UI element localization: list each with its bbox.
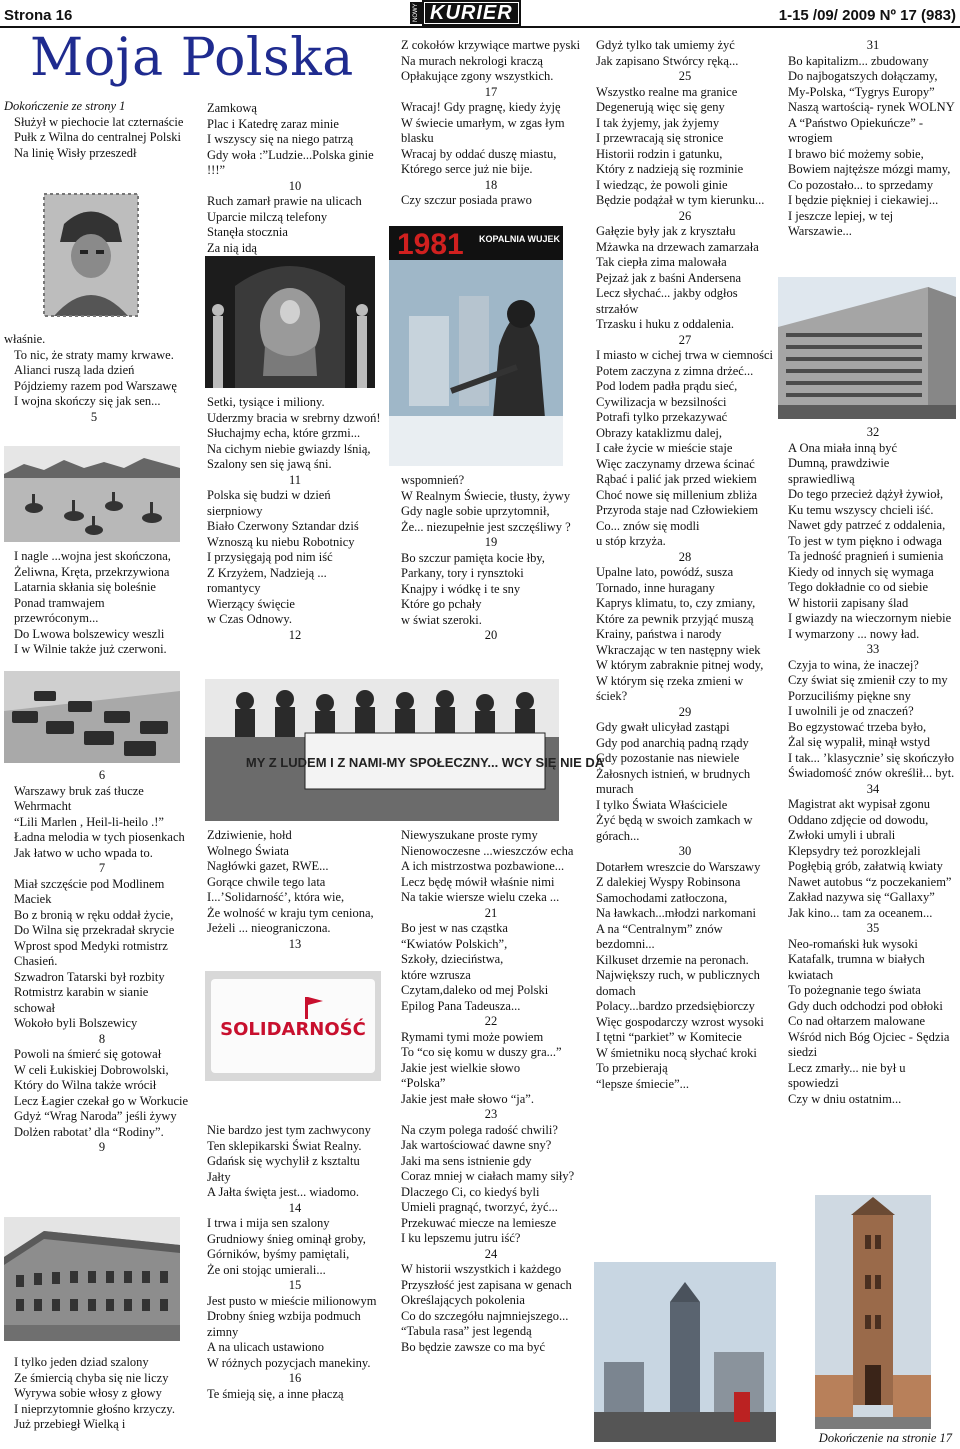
poem-line: I uwolnili je od znaczeń? — [788, 704, 914, 718]
poem-line: Co nad ołtarzem malowane — [788, 1014, 926, 1028]
poem-line: Jakie jest małe słowo “ja”. — [401, 1091, 534, 1106]
poem-line: Plac i Katedrę zaraz minie — [207, 116, 339, 131]
poem-line: Pułk z Wilna do centralnej Polski — [14, 130, 181, 144]
continuation-note: Dokończenie na stronie 17 — [818, 1431, 952, 1445]
poem-line: Wkraczając w ten następny wiek — [596, 642, 761, 657]
poem-line: Oddano zdjęcie od dowodu, — [788, 812, 929, 827]
poem-line: Do najbogatszych dołączamy, — [788, 69, 938, 83]
poem-line: Dolżen rabotat’ dla “Rodiny”. — [14, 1124, 164, 1139]
poem-line: Dumną, prawdziwie sprawiedliwą — [788, 456, 893, 486]
poem-line: I przewracają się stronice — [596, 131, 724, 145]
stanza-number: 6 — [98, 768, 106, 782]
page-number: Strona 16 — [4, 7, 73, 24]
stanza-number: 29 — [678, 704, 692, 719]
poem-line: Wokoło byli Bolszewicy — [14, 1016, 138, 1030]
poem-line: Polska się budzi w dzień sierpniowy — [207, 488, 334, 518]
poem-line: wspomnień? — [401, 473, 465, 487]
poem-line: I w Wilnie także już czerwoni. — [14, 642, 167, 656]
poem-line: Alianci ruszą lada dzień — [14, 363, 135, 377]
column-1-block-c — [14, 549, 190, 658]
poem-line: Na cichym niebie gwiazdy lśnią, — [207, 441, 371, 456]
poem-line: Uderzmy bracia w srebrny dzwoń! — [207, 410, 381, 425]
stanza-number: 8 — [98, 1031, 106, 1046]
poem-line: Knajpy i wódkę i te sny — [401, 581, 521, 596]
stanza-number: 34 — [866, 781, 880, 796]
poem-line: Ten sklepikarski Świat Realny. — [207, 1138, 362, 1153]
poem-line: Drobny śnieg wzbija podmuch zimny — [207, 1309, 364, 1339]
poem-line: Że oni stojąc umierali... — [207, 1262, 326, 1277]
poem-line: Pod lodem padła prądu sieć, — [596, 379, 738, 393]
masthead-logo — [410, 2, 552, 24]
ostra-brama-icon-photo — [205, 256, 375, 388]
column-3-block-a — [401, 38, 581, 209]
poem-line: Do Wilna się przekradał skrycie — [14, 923, 175, 937]
poem-line: “Polska” — [401, 1076, 446, 1090]
poem-line: Wyrywa sobie włosy z głowy — [14, 1386, 162, 1400]
poem-line: Bo z bronią w ręku oddał życie, — [14, 907, 174, 922]
poem-line: I nieprzytomnie głośno krzyczy. — [14, 1401, 175, 1416]
poem-line: I miasto w cichej trwa w ciemności — [596, 348, 774, 362]
poem-line: I całe życie w mieście staje — [596, 441, 733, 455]
poem-line: Świadomość znów określił... byt. — [788, 766, 955, 780]
poem-line: Pójdziemy razem pod Warszawę — [14, 378, 177, 393]
poem-line: I nagle ...wojna jest skończona, — [14, 549, 171, 563]
stanza-number: 9 — [98, 1140, 106, 1154]
stanza-number: 24 — [484, 1246, 498, 1261]
poem-line: I przysięgają pod nim iść — [207, 550, 333, 564]
poem-line: Setki, tysiące i miliony. — [207, 395, 325, 409]
poem-line: Naszą wartością- rynek WOLNY — [788, 100, 955, 114]
column-1-block-d — [14, 768, 190, 1156]
stanza-number: 11 — [288, 472, 302, 487]
poem-line: Gdańsk się wychylił z ksztaltu Jałty — [207, 1154, 363, 1184]
poem-line: Słuchajmy echa, które grzmi... — [207, 426, 361, 440]
poem-line: Mżawka na drzewach zamarzała — [596, 239, 759, 254]
poem-line: I ku lepszemu jutru iść? — [401, 1231, 521, 1245]
stanza-number: 10 — [288, 178, 302, 193]
poem-line: Niewyszukane proste rymy — [401, 828, 538, 842]
poem-line: Na czym polega radość chwili? — [401, 1122, 558, 1137]
poem-line: I będzie piękniej i ciekawiej... — [788, 193, 939, 207]
poem-line: Dlaczego Ci, co kiedyś byli — [401, 1184, 540, 1199]
poem-line: I tak... ’klasycznie’ się skończyło — [788, 750, 955, 765]
poem-line: W różnych pozycjach manekiny. — [207, 1355, 371, 1370]
poem-line: Bo jest w nas cząstka — [401, 921, 508, 935]
poem-line: Zamkową — [207, 101, 257, 115]
poem-line: “Kwiatów Polskich”, — [401, 936, 508, 951]
poem-line: Gdyż tylko tak umiemy żyć — [596, 38, 735, 52]
poem-line: Czy świat się zmienił czy to my — [788, 673, 948, 687]
old-building-photo — [4, 1217, 180, 1341]
stanza-number: 15 — [288, 1278, 302, 1292]
poem-line: Polacy...bardzo przedsiębiorczy — [596, 999, 755, 1013]
poem-line: Gdy woła :”Ludzie...Polska ginie !!!” — [207, 147, 377, 177]
poem-line: Nienowoczesne ...wieszczów echa — [401, 843, 574, 858]
soldier-portrait-photo — [44, 194, 138, 316]
poem-line: Jaki ma sens istnienie gdy — [401, 1153, 532, 1168]
poem-line: Potem zaczyna z zimna drżeć... — [596, 363, 754, 378]
poem-line: Zdziwienie, hołd — [207, 828, 292, 842]
poem-line: Nagłówki gazet, RWE... — [207, 859, 329, 873]
masthead-small-label: NOWY — [410, 2, 422, 24]
poem-line: Wracaj! Gdy pragnę, kiedy żyję — [401, 100, 561, 114]
poem-line: Warszawy bruk zaś tłucze Wehrmacht — [14, 783, 147, 813]
masthead-title: KURIER — [422, 0, 521, 26]
poem-line: Biało Czerwony Sztandar dziś — [207, 519, 359, 533]
poem-line: Którego serce już nie bije. — [401, 162, 533, 176]
poem-line: I wojna skończy się jak sen... — [14, 394, 161, 408]
poem-line: I wiedząc, że powoli ginie — [596, 177, 728, 192]
solidarnosc-logo-photo — [205, 971, 381, 1081]
column-1-block-b — [4, 332, 184, 425]
poem-line: Żeliwna, Kręta, przekrzywiona — [14, 564, 170, 579]
poem-line: I tylko Świata Właściciele — [596, 797, 728, 812]
poem-line: Szkoły, dzieciństwa, — [401, 952, 504, 966]
shipyard-strike-photo — [205, 679, 605, 821]
poem-line: To jest w tym piękno i odwaga — [788, 533, 942, 548]
poem-line: A na ulicach ustawiono — [207, 1340, 324, 1354]
poem-line: Które za pewnik przyjąć muszą — [596, 611, 754, 626]
poem-line: Choć nowe się millenium zbliża — [596, 487, 758, 502]
poem-line: Przyszłość jest zapisana w genach — [401, 1277, 572, 1292]
poem-line: Jeżeli ... nieograniczona. — [207, 921, 331, 935]
poem-line: I tak żyjemy, jak żyjemy — [596, 115, 720, 130]
poem-line: Wprost spod Medyki rotmistrz Chasień. — [14, 938, 171, 968]
poem-line: “Lili Marlen , Heil-li-heilo .!” — [14, 814, 164, 829]
poem-line: Na takie wiersze wielu czeka ... — [401, 890, 560, 904]
poem-line: I brawo bić możemy sobie, — [788, 146, 924, 161]
cavalry-charge-photo — [4, 446, 180, 542]
poem-line: Z cokołów krzywiące martwe pyski — [401, 38, 581, 52]
stanza-number: 20 — [484, 628, 498, 642]
poster-year-text: 1981 — [397, 228, 464, 261]
poem-line: Co... znów się modli — [596, 518, 700, 533]
poem-line: Szwadron Tatarski był rozbity — [14, 969, 165, 984]
poem-line: Rotmistrz karabin w sianie schował — [14, 985, 152, 1015]
poem-line: Ładna melodia w tych piosenkach — [14, 830, 185, 844]
poem-line: Do tego przecież dążył żywioł, — [788, 487, 944, 501]
stanza-number: 14 — [288, 1200, 302, 1215]
poem-line: Będzie podążał w tym kierunku... — [596, 193, 765, 207]
poem-line: Pejzaż jak z baśni Andersena — [596, 270, 742, 285]
poem-line: u stóp krzyża. — [596, 534, 666, 548]
stanza-number: 16 — [288, 1371, 302, 1385]
poem-line: Czyja to wina, że inaczej? — [788, 657, 919, 672]
poem-line: Na ławkach...młodzi narkomani — [596, 906, 757, 920]
poem-line: I jeszcze lepiej, w tej Warszawie... — [788, 208, 897, 238]
poem-line: Cywilizacja w bezsilności — [596, 394, 727, 409]
poem-line: Lecz Łagier czekał go w Workucie — [14, 1093, 189, 1108]
poem-line: Lecz będę mówił właśnie nimi — [401, 874, 555, 889]
kopalnia-wujek-poster-photo — [389, 226, 563, 466]
poem-line: Krainy, państwa i narody — [596, 627, 722, 641]
column-1-block-a — [4, 99, 184, 161]
poem-line: Gałęzie były jak z kryształu — [596, 224, 736, 238]
poem-line: Bowiem najtęższe mózgi mamy, — [788, 162, 951, 176]
poem-line: Wśród nich Bóg Ojciec - Sędzia siedzi — [788, 1029, 953, 1059]
poem-line: Te śmieją się, a inne płaczą — [207, 1386, 344, 1401]
church-tower-photo — [815, 1195, 931, 1429]
poster-title-text: KOPALNIA WUJEK — [479, 234, 560, 244]
poem-line: Przyroda staje nad Człowiekiem — [596, 503, 759, 517]
stanza-number: 17 — [484, 84, 498, 99]
poem-line: Czy w dniu ostatnim... — [788, 1091, 902, 1106]
poem-line: Z dalekiej Wyspy Robinsona — [596, 875, 741, 889]
page-title: Moja Polska — [30, 28, 354, 88]
poem-line: Miał szczęście pod Modlinem Maciek — [14, 876, 168, 906]
poem-line: Szalony sen się jawą śni. — [207, 457, 332, 471]
poem-line: Rymami tymi może powiem — [401, 1029, 544, 1044]
poem-line: Bo kapitalizm... zbudowany — [788, 53, 929, 68]
poem-line: Na linię Wisły przeszedł — [14, 145, 137, 160]
poem-line: Tego dokładnie co od siebie — [788, 580, 929, 594]
stanza-number: 33 — [866, 642, 880, 656]
stanza-number: 13 — [288, 936, 302, 951]
poem-line: To przebierają — [596, 1061, 668, 1075]
stanza-number: 23 — [484, 1107, 498, 1121]
poem-line: Gdy pozostanie nas niewiele — [596, 751, 740, 765]
poem-line: Wolnego Świata — [207, 843, 289, 858]
poem-line: właśnie. — [4, 332, 46, 346]
continued-from-note: Dokończenie ze strony 1 — [4, 99, 126, 113]
poem-line: Żyć będą w swoich zamkach w górach... — [596, 813, 756, 843]
column-2-block-a — [207, 101, 383, 256]
solidarnosc-text: SOLIDARNOŚĆ — [220, 1019, 366, 1040]
stanza-number: 28 — [678, 549, 692, 564]
office-building-photo — [778, 277, 956, 419]
poem-line: Co pozostało... to sprzedamy — [788, 177, 934, 192]
column-2-block-c — [207, 828, 383, 952]
poem-line: Gdy gwałt ulicyład zastąpi — [596, 720, 730, 734]
poem-line: Rąbać i palić jak przed wiekiem — [596, 472, 757, 486]
poem-line: My-Polska, “Tygrys Europy” — [788, 84, 935, 99]
poem-line: Magistrat akt wypisał zgonu — [788, 797, 930, 811]
poem-line: To “co się komu w duszy gra...” — [401, 1045, 562, 1059]
poem-line: Czy szczur posiada prawo — [401, 193, 532, 207]
poem-line: Na murach nekrologi kraczą — [401, 53, 543, 68]
poem-line: Żal się wypalił, minął wstyd — [788, 735, 930, 749]
poem-line: Gdy pod anarchią padną rządy — [596, 735, 749, 750]
poem-line: Historii rodzin i gatunku, — [596, 146, 723, 161]
poem-line: Powoli na śmierć się gotował — [14, 1047, 162, 1061]
poem-line: W którym się rzeka zmieni w ściek? — [596, 673, 747, 703]
poem-line: “lepsze śmiecie”... — [596, 1076, 690, 1091]
poem-line: W którym zabraknie pitnej wody, — [596, 658, 764, 672]
poem-line: W świecie umarłym, w zgas łym blasku — [401, 115, 568, 145]
poem-line: Największy ruch, w publicznych domach — [596, 968, 763, 998]
column-1-block-e — [14, 1355, 190, 1433]
column-4-block-a — [596, 38, 774, 1092]
poem-line: Stanęła stocznia — [207, 225, 288, 239]
poem-line: Umieli pragnąć, tworzyć, żyć... — [401, 1200, 558, 1214]
poem-line: Lecz słychać... jakby odgłos strzałów — [596, 286, 741, 316]
poem-line: Pogłębią grób, załatwią kwiaty — [788, 859, 943, 873]
poem-line: Wznoszą ku niebu Robotnicy — [207, 534, 355, 549]
poem-line: Z Krzyżem, Nadzieją ... romantycy — [207, 565, 330, 595]
poem-line: Nie bardzo jest tym zachwycony — [207, 1123, 371, 1137]
poem-line: Jak zapisano Stwórcy ręką... — [596, 53, 739, 68]
poem-line: Nawet gdy patrzeć z oddalenia, — [788, 518, 946, 532]
poem-line: Jak wartościować dawne sny? — [401, 1138, 552, 1152]
stanza-number: 27 — [678, 332, 692, 347]
poem-line: Latarnia skłania się boleśnie — [14, 580, 156, 594]
poem-line: Wszystko realne ma granice — [596, 84, 738, 99]
poem-line: A Jałta święta jest... wiadomo. — [207, 1185, 360, 1199]
poem-line: Gdy duch odchodzi pod obłoki — [788, 998, 943, 1013]
column-2-block-d — [207, 1123, 383, 1402]
poem-line: W celi Łukiskiej Dobrowolski, — [14, 1062, 169, 1077]
stanza-number: 25 — [678, 69, 692, 83]
poem-line: Tak ciepła zima malowała — [596, 255, 727, 269]
poem-line: Dotarłem wreszcie do Warszawy — [596, 859, 761, 874]
poem-line: Upalne lato, powódź, susza — [596, 565, 734, 579]
poem-line: Więc gospodarczy wzrost wysoki — [596, 1014, 764, 1029]
poem-line: I...’Solidarność’, która wie, — [207, 890, 345, 904]
poem-line: Ku temu wszyscy chcieli iść. — [788, 502, 934, 517]
poem-line: Katafalk, trumna w białych kwiatach — [788, 952, 928, 982]
poem-line: Degenerują więc się geny — [596, 100, 725, 114]
poem-line: Ta jedność pragnień i sumienia — [788, 549, 944, 563]
poem-line: Epilog Pana Tadeusza... — [401, 998, 521, 1013]
poem-line: Opłakujące zgony wszystkich. — [401, 69, 554, 83]
poem-line: Więc zaczynamy drzewa ścinać — [596, 456, 755, 471]
tank-column-photo — [4, 671, 180, 763]
strike-banner-text: MY Z LUDEM I Z NAMI-MY SPOŁECZNY... WCY SIĘ NIE DA — [245, 755, 605, 770]
stanza-number: 26 — [678, 208, 692, 223]
stanza-number: 32 — [866, 425, 880, 439]
poem-line: Przekuwać miecze na lemiesze — [401, 1215, 557, 1230]
poem-line: Porzuciliśmy piękne sny — [788, 688, 911, 703]
stanza-number: 12 — [288, 627, 302, 642]
poem-line: “Tabula rasa” jest legendą — [401, 1324, 532, 1338]
stanza-number: 31 — [866, 38, 880, 52]
poem-line: Jest pusto w mieście milionowym — [207, 1293, 377, 1308]
poem-line: Ruch zamarł prawie na ulicach — [207, 194, 362, 208]
stanza-number: 21 — [484, 905, 498, 920]
column-3-block-c — [401, 828, 581, 1355]
stanza-number: 19 — [484, 535, 498, 549]
poem-line: Samochodami zatłoczona, — [596, 890, 728, 905]
poem-line: Trzasku i huku z oddalenia. — [596, 317, 735, 331]
poem-line: Tornado, inne huragany — [596, 580, 715, 595]
poem-line: Gdyż “Wrag Naroda” jeśli żywy — [14, 1109, 177, 1123]
poem-line: Ze śmiercią chyba się nie liczy — [14, 1370, 169, 1385]
stanza-number: 18 — [484, 177, 498, 192]
poem-line: A Ona miała inną być — [788, 440, 897, 455]
poem-line: W historii zapisany ślad — [788, 595, 909, 610]
poem-line: Wracaj by oddać duszę miastu, — [401, 146, 557, 161]
poem-line: I gwiazdy na wieczornym niebie — [788, 611, 952, 625]
poem-line: W historii wszystkich i każdego — [401, 1262, 562, 1276]
poem-line: Które go pchały — [401, 597, 482, 611]
poem-line: I tętni “parkiet” w Komitecie — [596, 1030, 742, 1044]
poem-line: Jak kino... tam za oceanem... — [788, 905, 933, 920]
poem-line: Zakład nazywa się “Gallaxy” — [788, 890, 935, 904]
poem-line: Wierzący święcie — [207, 596, 295, 611]
poem-line: Klepsydry też porozklejali — [788, 843, 921, 858]
poem-line: w świat szeroki. — [401, 612, 482, 627]
poem-line: I tylko jeden dziad szalony — [14, 1355, 149, 1369]
poem-line: Kiedy od innych się wymaga — [788, 564, 934, 579]
poem-line: Czytam,daleko od mej Polski — [401, 983, 549, 997]
poem-line: Do Lwowa bolszewicy weszli — [14, 626, 165, 641]
stanza-number: 22 — [484, 1014, 498, 1028]
poem-line: Gorące chwile tego lata — [207, 874, 326, 889]
poem-line: Że... niezupełnie jest szczęśliwy ? — [401, 519, 571, 534]
stanza-number: 5 — [90, 409, 98, 424]
poem-line: To nic, że straty mamy krwawe. — [14, 347, 174, 362]
poem-line: Ponad tramwajem przewróconym... — [14, 595, 108, 625]
poem-line: Za nią idą — [207, 240, 257, 255]
poem-line: Określających pokolenia — [401, 1293, 525, 1307]
poem-line: Obrazy kataklizmu dalej, — [596, 425, 722, 440]
poem-line: Który do Wilna także wrócił — [14, 1078, 157, 1092]
poem-line: I wszyscy się na niego patrzą — [207, 132, 354, 146]
poem-line: które wzrusza — [401, 967, 471, 982]
poem-line: w Czas Odnowy. — [207, 612, 292, 626]
poem-line: W śmietniku nocą słychać kroki — [596, 1045, 757, 1060]
poem-line: Uparcie milczą telefony — [207, 209, 328, 224]
poem-line: A na “Centralnym” znów bezdomni... — [596, 921, 726, 951]
poem-line: A ich mistrzostwa pozbawione... — [401, 859, 565, 873]
column-5-block-b — [788, 425, 958, 1107]
poem-line: Neo-romański łuk wysoki — [788, 936, 918, 951]
stanza-number: 7 — [98, 861, 106, 875]
poem-line: Zwłoki umyli i ubrali — [788, 828, 896, 842]
poem-line: A “Państwo Opiekuńcze” -wrogiem — [788, 115, 924, 145]
poem-line: Coraz mniej w ciałach mamy siły? — [401, 1169, 575, 1183]
poem-line: Bo będzie zawsze co ma być — [401, 1339, 546, 1354]
poem-line: W Realnym Świecie, tłusty, żywy — [401, 488, 571, 503]
poem-line: Jak łatwo w ucho wpada to. — [14, 845, 153, 860]
poem-line: Już przebiegł Wielką i — [14, 1417, 126, 1431]
poem-line: Potrafi tylko przekazywać — [596, 410, 728, 424]
poem-line: To pożegnanie tego świata — [788, 983, 921, 997]
poem-line: I wymarzony ... nowy ład. — [788, 626, 920, 641]
poem-line: Kaprys klimatu, to, czy zmiany, — [596, 596, 756, 610]
poem-line: Parkany, tory i rynsztoki — [401, 566, 524, 580]
poem-line: Bo egzystować trzeba było, — [788, 719, 927, 734]
poem-line: I trwa i mija sen szalony — [207, 1216, 330, 1230]
poem-line: Lecz zmarły... nie był u spowiedzi — [788, 1060, 909, 1090]
column-2-block-b — [207, 395, 383, 643]
column-5-block-a — [788, 38, 958, 240]
poem-line: Bo szczur pamięta kocie łby, — [401, 550, 545, 565]
stanza-number: 30 — [678, 844, 692, 858]
poem-line: Żałosnych istnień, w brudnych murach — [596, 766, 754, 796]
poem-line: Służył w piechocie lat czternaście — [14, 114, 184, 129]
poem-line: Co do szczegółu najmniejszego... — [401, 1308, 569, 1323]
poem-line: Górników, byśmy pamiętali, — [207, 1247, 350, 1261]
poem-line: Że wolność w kraju tym ceniona, — [207, 905, 374, 920]
poem-line: Nawet autobus “z poczekaniem” — [788, 874, 952, 889]
poem-line: Który z nadzieją się rozminie — [596, 162, 744, 176]
issue-date: 1-15 /09/ 2009 Nº 17 (983) — [778, 7, 956, 24]
stanza-number: 35 — [866, 921, 880, 935]
poem-line: Gdy nagle sobie uprzytomnił, — [401, 504, 550, 518]
modern-city-photo — [594, 1262, 776, 1442]
column-3-block-b — [401, 473, 581, 644]
poem-line: Kilkuset drzemie na peronach. — [596, 952, 749, 967]
poem-line: Jakie jest wielkie słowo — [401, 1060, 521, 1075]
poem-line: Grudniowy śnieg ominął groby, — [207, 1231, 366, 1246]
